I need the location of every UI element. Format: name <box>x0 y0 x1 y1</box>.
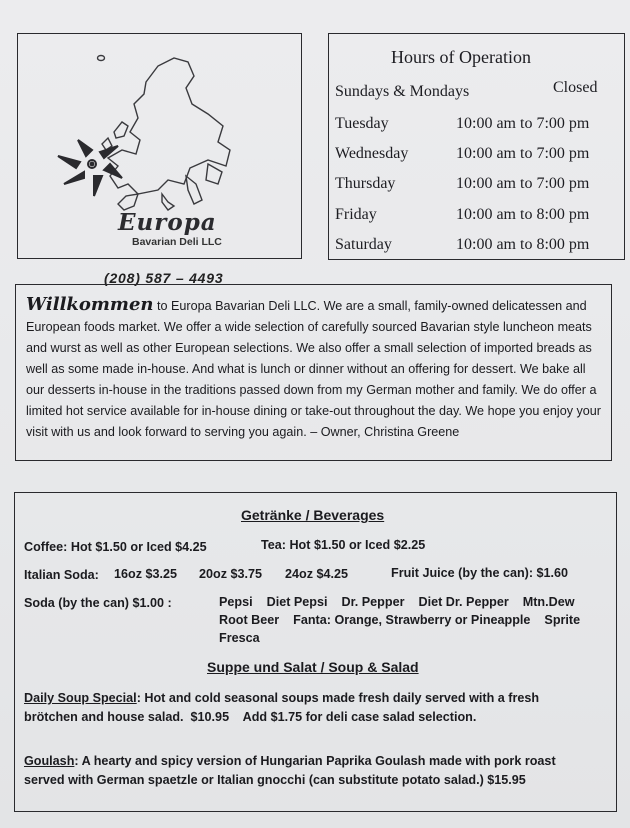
soda-list-line: Fresca <box>219 631 260 645</box>
daily-soup-line <box>24 691 539 705</box>
italian-soda-24: 24oz $4.25 <box>285 567 349 581</box>
hours-panel <box>328 33 625 260</box>
welcome-paragraph <box>26 294 606 443</box>
italian-soda-16: 16oz $3.25 <box>114 567 178 581</box>
daily-soup-text: : Hot and cold seasonal soups made fresh daily served with a fresh <box>136 691 540 705</box>
italian-soda-20: 20oz $3.75 <box>199 567 263 581</box>
hours-day: Saturday <box>335 236 392 253</box>
hours-day: Wednesday <box>335 145 409 162</box>
hours-time: Closed <box>553 79 598 96</box>
hours-time: 10:00 am to 8:00 pm <box>456 236 590 253</box>
hours-time: 10:00 am to 7:00 pm <box>456 175 590 192</box>
hours-time: 10:00 am to 8:00 pm <box>456 206 590 223</box>
hours-day: Thursday <box>335 175 396 192</box>
goulash-line2: served with German spaetzle or Italian gnocchi (can substitute potato salad.) $15.95 <box>24 773 526 787</box>
goulash-line <box>24 754 556 768</box>
hours-day: Sundays & Mondays <box>335 83 470 100</box>
hours-time: 10:00 am to 7:00 pm <box>456 145 590 162</box>
daily-soup-line2: brötchen and house salad. $10.95 Add $1.75 for deli case salad selection. <box>24 710 477 724</box>
hours-day: Friday <box>335 206 377 223</box>
fruit-juice-line: Fruit Juice (by the can): $1.60 <box>391 566 569 580</box>
menu-panel <box>14 492 617 812</box>
hours-time: 10:00 am to 7:00 pm <box>456 115 590 132</box>
hours-title: Hours of Operation <box>391 47 531 67</box>
goulash-text: : A hearty and spicy version of Hungarian Paprika Goulash made with pork roast <box>74 754 556 768</box>
welcome-text: to Europa Bavarian Deli LLC. We are a small, family-owned delicatessen and European foods market. We offer a wide selection of carefully sourced Bavarian style luncheon meats and wurst as well as other European selections. We also offer a small selection of imported breads as well as some made in-house. And what is lunch or dinner without an offering for dessert. We bake all our desserts in-house in the traditions passed down from my German mother and family. We do offer a limited hot service available for in-house dining or take-out throughout the day. We hope you enjoy your visit with us and look forward to serving you again. – Owner, Christina Greene <box>26 299 601 439</box>
brand-subtitle: Bavarian Deli LLC <box>132 236 222 248</box>
soup-heading: Suppe und Salat / Soup & Salad <box>207 659 419 675</box>
soda-list-line: Root Beer Fanta: Orange, Strawberry or Pineapple Sprite <box>219 613 581 627</box>
coffee-line: Coffee: Hot $1.50 or Iced $4.25 <box>24 540 207 554</box>
tea-line: Tea: Hot $1.50 or Iced $2.25 <box>261 538 426 552</box>
welcome-panel <box>15 284 612 461</box>
phone-number: (208) 587 – 4493 <box>104 270 224 286</box>
soda-list-line: Pepsi Diet Pepsi Dr. Pepper Diet Dr. Pepper Mtn.Dew <box>219 595 575 609</box>
welcome-greeting: Willkommen <box>26 294 154 315</box>
edelweiss-icon <box>58 140 122 196</box>
italian-soda-label: Italian Soda: <box>24 568 99 582</box>
daily-soup-label: Daily Soup Special <box>24 691 137 705</box>
beverages-heading: Getränke / Beverages <box>241 507 385 523</box>
soda-label: Soda (by the can) $1.00 : <box>24 596 172 610</box>
brand-name: Europa <box>118 209 217 236</box>
goulash-label: Goulash <box>24 754 75 768</box>
logo-panel <box>17 33 302 286</box>
hours-day: Tuesday <box>335 115 389 132</box>
